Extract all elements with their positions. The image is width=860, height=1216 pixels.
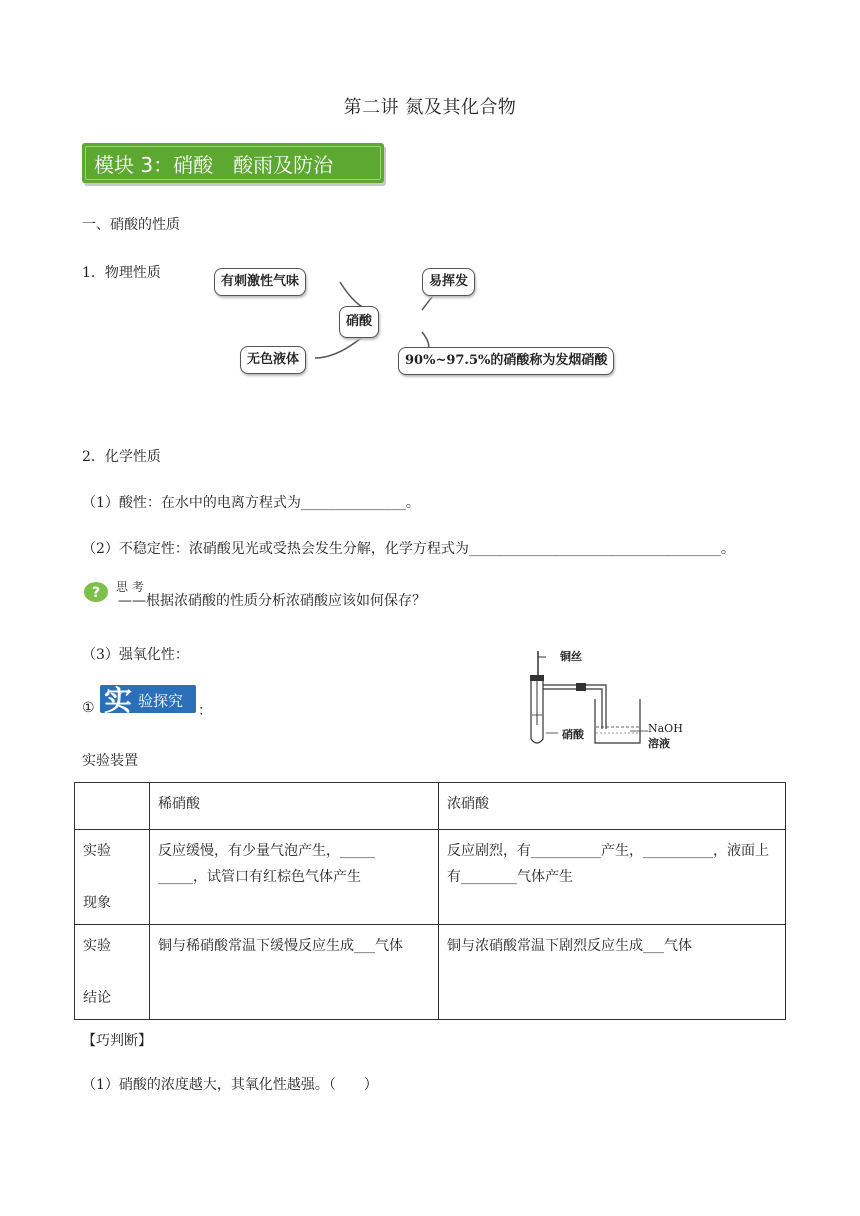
table-row [75, 925, 786, 1020]
mindmap-node-odor: 有刺激性气味 [214, 268, 306, 296]
experiment-badge [100, 684, 196, 717]
judge-item: （1）硝酸的浓度越大，其氧化性越强。（ ） [82, 1077, 378, 1093]
concentrated-cell: 反应剧烈，有__________产生，__________，液面上有________气体产生 [439, 830, 786, 925]
figure-label-solution: 溶液 [648, 737, 670, 750]
instability-line: （2）不稳定性：浓硝酸见光或受热会发生分解，化学方程式为____________________________________。 [82, 541, 735, 557]
row-label: 实验 现象 [75, 830, 150, 925]
page-title: 第二讲 氮及其化合物 [343, 97, 517, 118]
figure-label-naoh: NaOH [648, 722, 683, 735]
experiment-table [74, 782, 786, 1020]
oxidizing-heading: （3）强氧化性： [82, 647, 189, 663]
think-question: ——根据浓硝酸的性质分析浓硝酸应该如何保存？ [118, 593, 426, 609]
acidity-line: （1）酸性：在水中的电离方程式为_______________。 [82, 495, 420, 511]
module-banner [82, 143, 384, 183]
row-label: 实验 结论 [75, 925, 150, 1020]
concentrated-cell: 铜与浓硝酸常温下剧烈反应生成___气体 [439, 925, 786, 1020]
dilute-cell: 铜与稀硝酸常温下缓慢反应生成___气体 [150, 925, 439, 1020]
svg-text:?: ? [92, 585, 101, 601]
table-header-cell: 浓硝酸 [439, 783, 786, 830]
apparatus-label: 实验装置 [82, 753, 138, 769]
table-header-cell [75, 783, 150, 830]
think-icon-label: 思 考 [116, 580, 144, 594]
experiment-number: ① [82, 700, 95, 716]
banner-text: 模块 3：硝酸 酸雨及防治 [94, 153, 334, 177]
figure-label-acid: 硝酸 [562, 728, 584, 741]
mindmap-node-center: 硝酸 [339, 306, 379, 338]
experiment-colon: ： [198, 703, 212, 719]
experiment-badge-text: 验探究 [138, 692, 184, 710]
experiment-badge-big: 实 [104, 684, 133, 717]
table-header-cell: 稀硝酸 [150, 783, 439, 830]
dilute-cell: 反应缓慢，有少量气泡产生，_____ _____，试管口有红棕色气体产生 [150, 830, 439, 925]
figure-label-wire: 铜丝 [560, 650, 582, 663]
mindmap-node-volatile: 易挥发 [422, 268, 475, 296]
section-heading: 一、硝酸的性质 [82, 217, 180, 233]
mindmap-node-fuming: 90%~97.5%的硝酸称为发烟硝酸 [398, 347, 614, 375]
table-row [75, 830, 786, 925]
physical-properties-heading: 1．物理性质 [82, 265, 161, 281]
chemical-properties-heading: 2．化学性质 [82, 449, 161, 465]
mindmap-node-colorless: 无色液体 [240, 346, 306, 374]
table-header-row [75, 783, 786, 830]
judge-heading: 【巧判断】 [82, 1033, 152, 1049]
